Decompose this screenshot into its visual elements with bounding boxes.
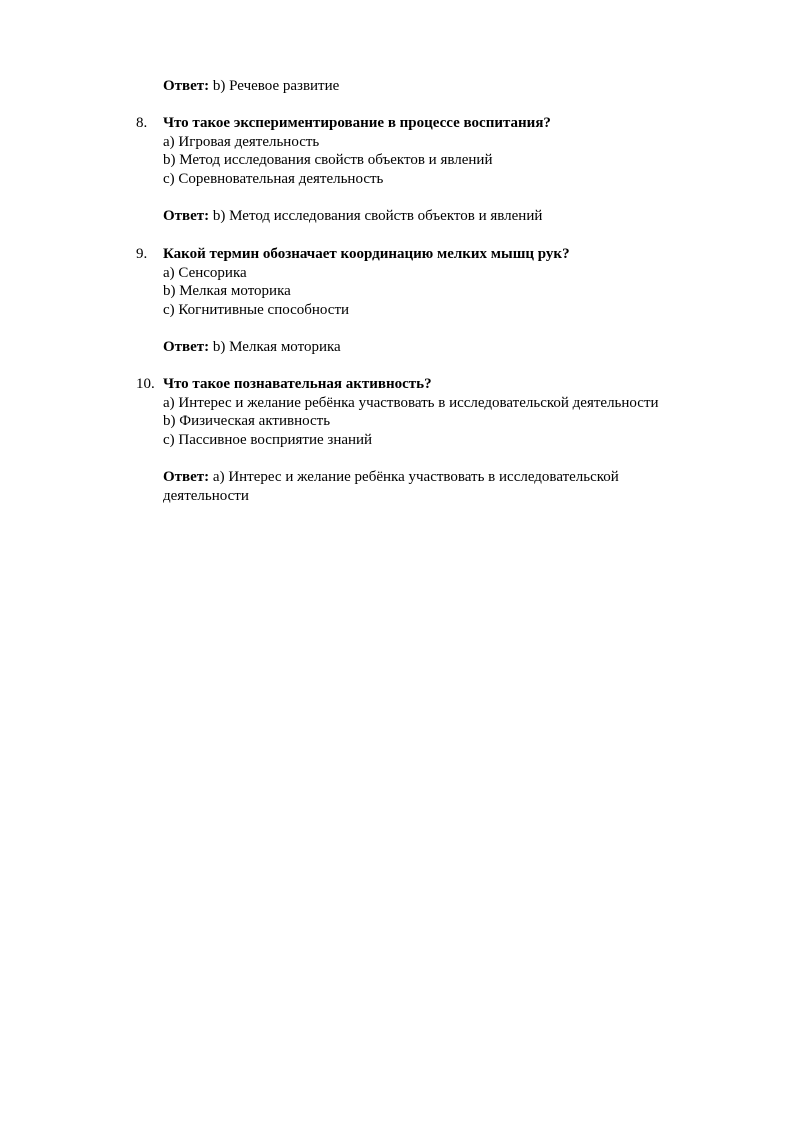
answer-label: Ответ: <box>163 208 210 224</box>
answer-label: Ответ: <box>163 469 210 485</box>
answer-text: b) Мелкая моторика <box>209 339 341 355</box>
option-b: b) Метод исследования свойств объектов и явлений <box>163 152 493 169</box>
answer-label: Ответ: <box>163 78 210 94</box>
question-10 <box>136 375 736 450</box>
option-c: c) Пассивное восприятие знаний <box>163 432 373 449</box>
option-c: c) Соревновательная деятельность <box>163 171 384 188</box>
question-9 <box>136 245 736 320</box>
question-number: 9. <box>136 246 148 262</box>
option-c: c) Когнитивные способности <box>163 302 350 319</box>
question-text: Что такое познавательная активность? <box>163 376 432 392</box>
question-number: 8. <box>136 115 148 131</box>
question-header <box>136 245 736 264</box>
options-list <box>136 133 736 189</box>
question-8 <box>136 114 736 189</box>
answer-9 <box>163 338 723 357</box>
answer-prev <box>163 77 723 96</box>
answer-text: a) Интерес и желание ребёнка участвовать в исследовательской деятельности <box>163 469 619 504</box>
answer-label: Ответ: <box>163 339 210 355</box>
option-a: a) Игровая деятельность <box>163 133 320 150</box>
question-header <box>136 375 736 394</box>
answer-10 <box>163 468 683 505</box>
option-b: b) Физическая активность <box>163 413 331 430</box>
option-a: a) Интерес и желание ребёнка участвовать в исследовательской деятельности <box>163 394 659 411</box>
options-list <box>136 264 736 320</box>
answer-text: b) Метод исследования свойств объектов и явлений <box>209 208 543 224</box>
question-text: Что такое экспериментирование в процессе воспитания? <box>163 115 551 131</box>
answer-text: b) Речевое развитие <box>209 78 340 94</box>
question-number: 10. <box>136 376 155 392</box>
question-text: Какой термин обозначает координацию мелких мышц рук? <box>163 246 570 262</box>
options-list <box>136 394 736 450</box>
answer-8 <box>163 207 723 226</box>
option-b: b) Мелкая моторика <box>163 283 291 300</box>
question-header <box>136 114 736 133</box>
option-a: a) Сенсорика <box>163 264 247 281</box>
